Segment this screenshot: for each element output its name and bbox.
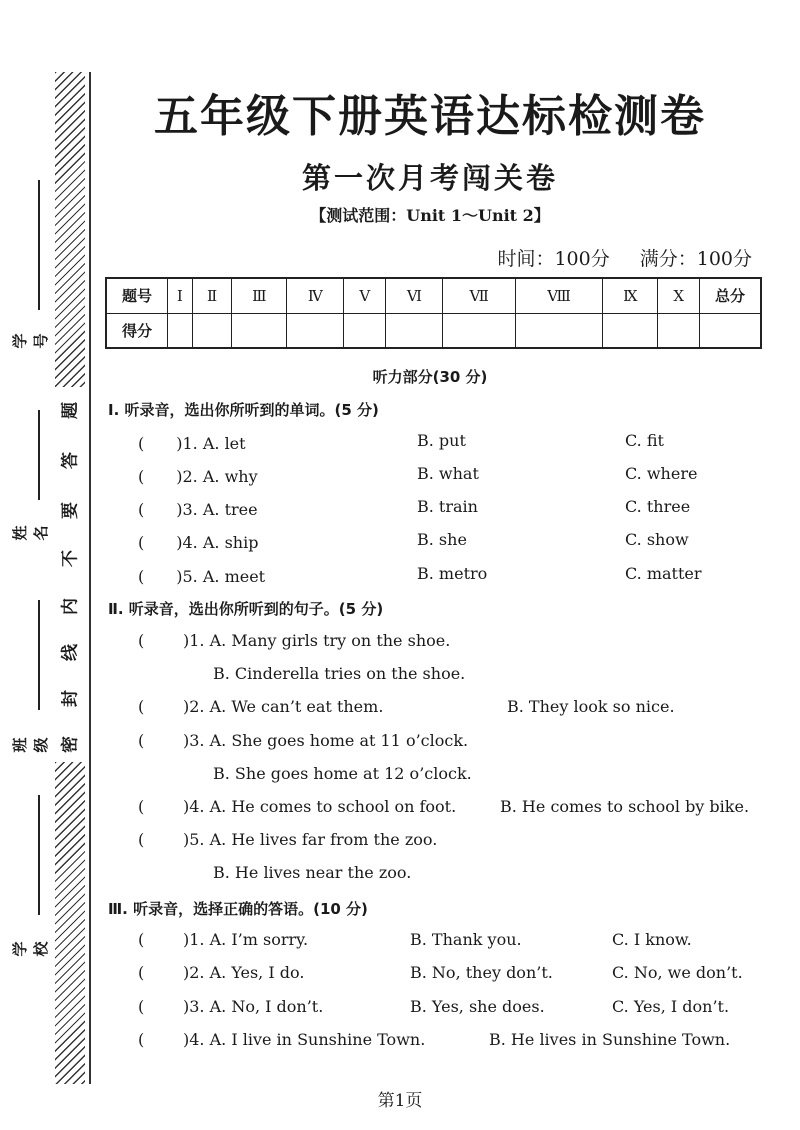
class-label: 班级 [11, 737, 50, 753]
part1-heading: Ⅰ. 听录音，选出你所听到的单词。(5 分) [108, 401, 379, 419]
question-row [0, 930, 800, 954]
score-label: 得分 [106, 313, 168, 348]
student-name-label: 姓名 [11, 525, 50, 541]
option-a: )3. A. She goes home at 11 o’clock. [183, 731, 469, 750]
option-b: B. No, they don’t. [410, 963, 553, 982]
score-cell[interactable] [344, 313, 386, 348]
option-c: C. I know. [612, 930, 692, 949]
option-c: C. fit [625, 431, 664, 450]
score-cell[interactable] [443, 313, 515, 348]
question-row [0, 764, 800, 788]
full-score: 满分：100分 [639, 248, 752, 270]
student-id-field[interactable] [10, 180, 50, 360]
option-b: B. what [417, 464, 479, 483]
option-b: B. she [417, 530, 467, 549]
part3-heading: Ⅲ. 听录音，选择正确的答语。(10 分) [108, 900, 368, 918]
seal-char: 线 [60, 644, 81, 661]
score-cell[interactable] [515, 313, 603, 348]
seal-char: 封 [60, 690, 81, 707]
section-col: Ⅳ [287, 278, 344, 313]
option-b: B. put [417, 431, 466, 450]
option-b: B. train [417, 497, 478, 516]
question-row [0, 464, 800, 488]
option-c: C. matter [625, 564, 702, 583]
option-b: B. metro [417, 564, 488, 583]
score-cell[interactable] [232, 313, 287, 348]
question-stem: ( )5. A. meet [138, 567, 266, 586]
option-a: )1. A. Many girls try on the shoe. [183, 631, 451, 650]
seal-char: 要 [60, 502, 81, 519]
question-row [0, 1030, 800, 1054]
option-b: B. They look so nice. [507, 697, 675, 716]
option-c: C. where [625, 464, 698, 483]
answer-paren[interactable]: ( [138, 797, 145, 816]
score-table [105, 277, 762, 349]
section-col: Ⅴ [344, 278, 386, 313]
seal-char: 题 [60, 402, 81, 419]
question-row [0, 731, 800, 755]
option-a: )1. A. I’m sorry. [183, 930, 309, 949]
option-b: B. Cinderella tries on the shoe. [213, 664, 466, 683]
option-b: B. He lives in Sunshine Town. [489, 1030, 731, 1049]
seal-char: 答 [60, 452, 81, 469]
score-table-score-row [106, 313, 761, 348]
section-col: Ⅵ [386, 278, 443, 313]
question-row [0, 797, 800, 821]
question-row [0, 631, 800, 655]
page-subtitle: 第一次月考闯关卷 [301, 161, 558, 195]
section-col: Ⅲ [232, 278, 287, 313]
test-range: 【测试范围：Unit 1～Unit 2】 [310, 206, 550, 225]
score-cell[interactable] [658, 313, 700, 348]
question-stem: ( )3. A. tree [138, 500, 258, 519]
option-c: C. three [625, 497, 691, 516]
option-b: B. She goes home at 12 o’clock. [213, 764, 472, 783]
section-col: Ⅸ [603, 278, 658, 313]
option-b: B. Thank you. [410, 930, 522, 949]
question-row [0, 830, 800, 854]
question-row [0, 697, 800, 721]
score-cell[interactable] [287, 313, 344, 348]
section-col: Ⅱ [192, 278, 232, 313]
score-cell[interactable] [603, 313, 658, 348]
option-a: )4. A. He comes to school on foot. [183, 797, 457, 816]
seal-char: 内 [60, 598, 81, 615]
option-a: )2. A. Yes, I do. [183, 963, 305, 982]
hatch-decoration [55, 72, 85, 387]
question-number-label: 题号 [106, 278, 168, 313]
answer-paren[interactable]: ( [138, 963, 145, 982]
section-col: Ⅶ [443, 278, 515, 313]
answer-paren[interactable]: ( [138, 631, 145, 650]
question-row [0, 664, 800, 688]
question-row [0, 863, 800, 887]
question-row [0, 431, 800, 455]
option-a: )4. A. I live in Sunshine Town. [183, 1030, 426, 1049]
page-title: 五年级下册英语达标检测卷 [154, 91, 706, 142]
total-score-label: 总分 [700, 278, 762, 313]
question-row [0, 497, 800, 521]
seal-char: 不 [60, 550, 81, 567]
option-c: C. No, we don’t. [612, 963, 743, 982]
option-c: C. show [625, 530, 689, 549]
student-id-label: 学号 [11, 333, 50, 349]
answer-paren[interactable]: ( [138, 997, 145, 1016]
question-row [0, 963, 800, 987]
option-a: )5. A. He lives far from the zoo. [183, 830, 438, 849]
option-a: )3. A. No, I don’t. [183, 997, 324, 1016]
question-row [0, 530, 800, 554]
score-cell[interactable] [168, 313, 193, 348]
option-b: B. He comes to school by bike. [500, 797, 750, 816]
question-row [0, 564, 800, 588]
answer-paren[interactable]: ( [138, 697, 145, 716]
page-number: 第1页 [377, 1091, 423, 1111]
question-stem: ( )4. A. ship [138, 533, 259, 552]
question-row [0, 997, 800, 1021]
part2-heading: Ⅱ. 听录音，选出你所听到的句子。(5 分) [108, 600, 384, 618]
score-cell[interactable] [192, 313, 232, 348]
total-score-cell[interactable] [700, 313, 762, 348]
time-info [497, 244, 752, 271]
option-b: B. He lives near the zoo. [213, 863, 412, 882]
section-col: Ⅷ [515, 278, 603, 313]
option-c: C. Yes, I don’t. [612, 997, 730, 1016]
answer-paren[interactable]: ( [138, 1030, 145, 1049]
section-col: Ⅹ [658, 278, 700, 313]
score-cell[interactable] [386, 313, 443, 348]
time-limit: 时间：100分 [497, 248, 610, 270]
listening-section-title: 听力部分(30 分) [372, 368, 488, 386]
question-stem: ( )1. A. let [138, 434, 246, 453]
answer-paren[interactable]: ( [138, 731, 145, 750]
option-a: )2. A. We can’t eat them. [183, 697, 384, 716]
seal-char: 密 [60, 736, 81, 753]
question-stem: ( )2. A. why [138, 467, 258, 486]
option-b: B. Yes, she does. [410, 997, 545, 1016]
answer-paren[interactable]: ( [138, 830, 145, 849]
answer-paren[interactable]: ( [138, 930, 145, 949]
section-col: Ⅰ [168, 278, 193, 313]
school-label: 学校 [11, 941, 50, 957]
score-table-header-row [106, 278, 761, 313]
